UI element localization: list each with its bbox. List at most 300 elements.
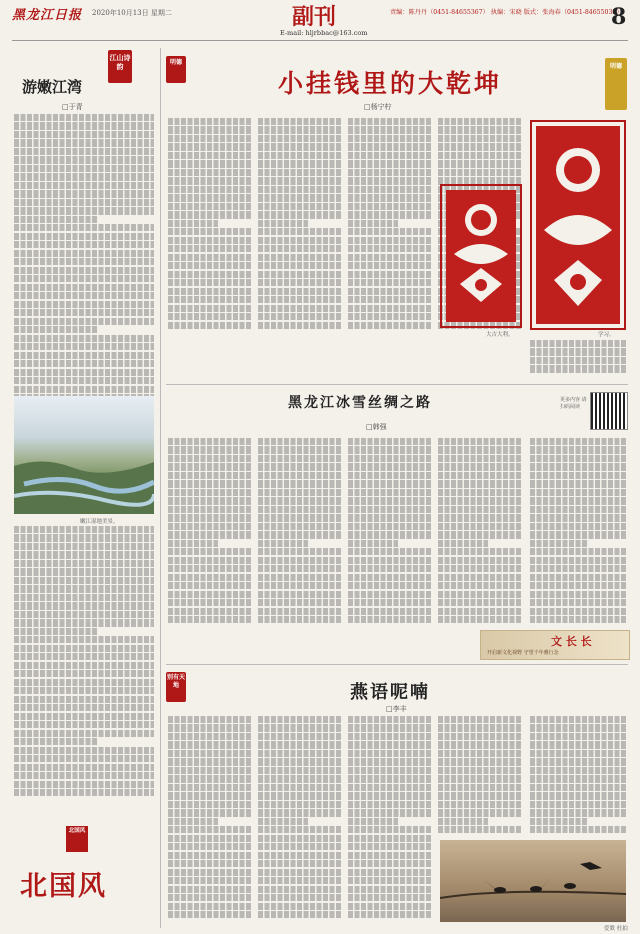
text-line [258, 288, 342, 295]
text-line [168, 784, 252, 791]
section-title: 副刊 [292, 4, 337, 30]
text-line [258, 565, 342, 572]
text-line [258, 818, 308, 825]
photo-caption: 爱歌 杜拍 [604, 926, 628, 932]
article-author: □韩强 [366, 423, 387, 431]
text-line [348, 531, 432, 538]
seal-text: 明德 [609, 63, 622, 70]
text-line [258, 186, 342, 193]
text-line [530, 741, 626, 748]
text-line [168, 497, 252, 504]
text-line [14, 182, 154, 189]
text-line [14, 267, 154, 274]
text-line [530, 818, 588, 825]
text-line [14, 148, 154, 155]
text-line [438, 489, 522, 496]
text-line [14, 602, 154, 609]
text-line [14, 713, 154, 720]
paper-name: 黑龙江日报 [12, 8, 83, 23]
text-line [530, 608, 626, 615]
text-line [530, 582, 626, 589]
text-line [258, 591, 342, 598]
text-line [168, 591, 252, 598]
text-line [168, 741, 252, 748]
text-line [168, 860, 252, 867]
text-line [438, 548, 522, 555]
text-line [438, 455, 522, 462]
text-line [258, 775, 342, 782]
text-line [348, 911, 432, 918]
text-line [168, 152, 252, 159]
text-line [530, 506, 626, 513]
text-line [438, 574, 522, 581]
text-line [348, 245, 432, 252]
text-line [14, 377, 154, 384]
text-line [348, 455, 432, 462]
text-line [14, 386, 154, 393]
text-line [530, 809, 626, 816]
text-line [258, 514, 342, 521]
text-line [438, 463, 522, 470]
text-line [168, 574, 252, 581]
text-line [438, 472, 522, 479]
text-line [168, 322, 252, 329]
text-line [348, 809, 432, 816]
text-line [258, 305, 342, 312]
text-line [258, 262, 342, 269]
text-line [348, 852, 432, 859]
swallow-photo [440, 840, 626, 922]
text-line [438, 616, 522, 623]
text-line [168, 211, 252, 218]
article-body-text [168, 438, 252, 626]
text-line [258, 194, 342, 201]
text-line [438, 775, 522, 782]
image-caption: 学习。 [598, 332, 615, 338]
text-line [348, 548, 432, 555]
text-line [14, 526, 154, 533]
text-line [348, 835, 432, 842]
text-line [258, 801, 342, 808]
text-line [14, 747, 154, 754]
text-line [258, 877, 342, 884]
text-line [348, 599, 432, 606]
text-line [348, 177, 432, 184]
text-line [168, 894, 252, 901]
text-line [14, 131, 154, 138]
text-line [14, 772, 154, 779]
text-line [258, 835, 342, 842]
text-line [530, 716, 626, 723]
text-line [530, 801, 626, 808]
text-line [14, 199, 154, 206]
text-line [348, 574, 432, 581]
text-line [438, 716, 522, 723]
text-line [258, 724, 342, 731]
text-line [438, 733, 522, 740]
text-line [168, 177, 252, 184]
text-line [168, 438, 252, 445]
text-line [168, 523, 252, 530]
text-line [530, 497, 626, 504]
text-line [348, 733, 432, 740]
text-line [168, 506, 252, 513]
text-line [168, 903, 252, 910]
text-line [14, 585, 154, 592]
text-line [530, 750, 626, 757]
text-line [168, 599, 252, 606]
text-line [168, 203, 252, 210]
text-line [14, 335, 154, 342]
text-line [258, 540, 308, 547]
text-line [348, 305, 432, 312]
qr-label: 更多内容 请扫码阅读 [560, 397, 587, 410]
text-line [438, 591, 522, 598]
text-line [14, 343, 154, 350]
text-line [438, 741, 522, 748]
text-line [258, 531, 342, 538]
text-line [168, 540, 218, 547]
text-line [438, 784, 522, 791]
text-line [168, 565, 252, 572]
article-body-text [348, 716, 432, 928]
text-line [348, 869, 432, 876]
text-line [348, 750, 432, 757]
text-line [14, 704, 154, 711]
text-line [348, 616, 432, 623]
text-line [348, 186, 432, 193]
article-seal-right [605, 58, 627, 110]
text-line [168, 305, 252, 312]
text-line [168, 186, 252, 193]
text-line [168, 582, 252, 589]
text-line [258, 843, 342, 850]
text-line [168, 733, 252, 740]
text-line [258, 792, 342, 799]
article-author: □杨宁柠 [364, 103, 392, 111]
page-number: 8 [611, 4, 627, 30]
seal-text: 明德 [169, 59, 182, 66]
text-line [168, 801, 252, 808]
text-line [530, 340, 626, 347]
text-line [348, 801, 432, 808]
text-line [438, 599, 522, 606]
text-line [348, 716, 432, 723]
text-line [168, 228, 252, 235]
text-line [14, 173, 154, 180]
text-line [438, 557, 522, 564]
text-line [258, 826, 342, 833]
logo-text: 北国风 [20, 871, 107, 902]
text-line [348, 228, 432, 235]
article-body-text [168, 716, 252, 928]
text-line [168, 455, 252, 462]
text-line [348, 540, 398, 547]
article-title: 小挂钱里的大乾坤 [278, 69, 503, 98]
text-line [530, 365, 626, 372]
text-line [168, 548, 252, 555]
text-line [438, 818, 488, 825]
text-line [14, 258, 154, 265]
text-line [348, 463, 432, 470]
text-line [348, 271, 432, 278]
text-line [438, 135, 522, 142]
article-body-text [530, 340, 626, 382]
swallows-illustration [440, 840, 626, 922]
text-line [348, 279, 432, 286]
text-line [168, 296, 252, 303]
text-line [258, 271, 342, 278]
masthead [0, 0, 640, 36]
text-line [168, 135, 252, 142]
text-line [530, 724, 626, 731]
text-line [258, 733, 342, 740]
text-line [438, 506, 522, 513]
text-line [168, 279, 252, 286]
text-line [348, 582, 432, 589]
text-line [258, 616, 342, 623]
text-line [348, 446, 432, 453]
text-line [530, 758, 626, 765]
text-line [258, 574, 342, 581]
text-line [258, 296, 342, 303]
text-line [348, 591, 432, 598]
text-line [530, 531, 626, 538]
text-line [168, 262, 252, 269]
text-line [530, 616, 626, 623]
text-line [438, 565, 522, 572]
text-line [530, 826, 626, 833]
text-line [258, 608, 342, 615]
text-line [14, 628, 98, 635]
article-body-text [258, 716, 342, 928]
text-line [168, 288, 252, 295]
text-line [438, 152, 522, 159]
text-line [258, 472, 342, 479]
text-line [168, 472, 252, 479]
text-line [348, 288, 432, 295]
section-divider [166, 384, 628, 385]
text-line [530, 565, 626, 572]
text-line [168, 480, 252, 487]
text-line [258, 237, 342, 244]
text-line [14, 122, 154, 129]
text-line [348, 169, 432, 176]
banner-title: 文 长 长 [551, 635, 592, 648]
red-papercut-illustration [440, 184, 522, 328]
text-line [530, 775, 626, 782]
text-line [258, 177, 342, 184]
column-seal [108, 50, 132, 83]
text-line [258, 480, 342, 487]
text-line [168, 220, 218, 227]
text-line [168, 750, 252, 757]
text-line [530, 540, 588, 547]
text-line [348, 143, 432, 150]
article-seal-left [166, 56, 186, 83]
text-line [258, 548, 342, 555]
text-line [258, 279, 342, 286]
article-body-text [14, 526, 154, 806]
text-line [438, 143, 522, 150]
text-line [530, 557, 626, 564]
text-line [168, 877, 252, 884]
text-line [168, 271, 252, 278]
text-line [14, 292, 154, 299]
text-line [348, 557, 432, 564]
text-line [14, 190, 154, 197]
text-line [258, 767, 342, 774]
text-line [14, 156, 154, 163]
text-line [14, 224, 154, 231]
text-line [348, 118, 432, 125]
text-line [258, 784, 342, 791]
text-line [258, 245, 342, 252]
text-line [348, 608, 432, 615]
text-line [258, 143, 342, 150]
text-line [168, 126, 252, 133]
text-line [348, 724, 432, 731]
column-seal [166, 672, 186, 702]
publish-date: 2020年10月13日 星期二 [92, 9, 172, 17]
text-line [14, 645, 154, 652]
text-line [438, 792, 522, 799]
text-line [530, 792, 626, 799]
text-line [258, 506, 342, 513]
wetland-illustration [14, 396, 154, 514]
text-line [438, 767, 522, 774]
text-line [168, 767, 252, 774]
text-line [168, 463, 252, 470]
text-line [168, 852, 252, 859]
seal-text: 别有天地 [166, 674, 185, 689]
text-line [168, 489, 252, 496]
text-line [258, 313, 342, 320]
text-line [14, 611, 154, 618]
text-line [258, 741, 342, 748]
text-line [438, 724, 522, 731]
masthead-rule [12, 40, 628, 41]
papercut-image-2 [530, 120, 626, 330]
text-line [348, 767, 432, 774]
seal-text: 江山诗韵 [109, 53, 131, 71]
text-line [258, 758, 342, 765]
text-line [348, 480, 432, 487]
text-line [14, 721, 154, 728]
text-line [258, 211, 342, 218]
section-divider [166, 664, 628, 665]
article-body-text [258, 438, 342, 626]
text-line [168, 835, 252, 842]
text-line [14, 738, 98, 745]
text-line [438, 758, 522, 765]
text-line [14, 730, 154, 737]
text-line [348, 194, 432, 201]
text-line [348, 514, 432, 521]
text-line [168, 886, 252, 893]
text-line [14, 284, 154, 291]
text-line [258, 220, 308, 227]
text-line [168, 254, 252, 261]
text-line [14, 534, 154, 541]
text-line [168, 724, 252, 731]
article-body-text [258, 118, 342, 334]
text-line [348, 126, 432, 133]
text-line [168, 911, 252, 918]
text-line [530, 446, 626, 453]
text-line [438, 480, 522, 487]
text-line [14, 301, 154, 308]
text-line [530, 523, 626, 530]
text-line [258, 894, 342, 901]
text-line [168, 818, 218, 825]
text-line [14, 318, 154, 325]
text-line [14, 352, 154, 359]
culture-banner [480, 630, 630, 660]
text-line [438, 801, 522, 808]
text-line [530, 574, 626, 581]
text-line [348, 313, 432, 320]
text-line [438, 514, 522, 521]
text-line [258, 557, 342, 564]
text-line [14, 568, 154, 575]
text-line [438, 809, 522, 816]
text-line [14, 653, 154, 660]
text-line [14, 687, 154, 694]
text-line [258, 169, 342, 176]
text-line [14, 360, 154, 367]
text-line [348, 784, 432, 791]
article-body-text [530, 716, 626, 836]
text-line [14, 543, 154, 550]
text-line [14, 165, 154, 172]
article-author: □李丰 [386, 705, 407, 713]
text-line [348, 497, 432, 504]
text-line [258, 228, 342, 235]
text-line [168, 869, 252, 876]
text-line [348, 792, 432, 799]
text-line [530, 591, 626, 598]
text-line [530, 784, 626, 791]
article-title: 燕语呢喃 [350, 682, 430, 703]
text-line [348, 254, 432, 261]
text-line [530, 548, 626, 555]
text-line [530, 599, 626, 606]
text-line [438, 750, 522, 757]
article-body-text [438, 716, 522, 836]
papercut-image-1 [440, 184, 522, 328]
text-line [348, 152, 432, 159]
text-line [348, 506, 432, 513]
text-line [14, 696, 154, 703]
article-title: 游嫩江湾 [22, 78, 83, 96]
text-line [168, 809, 252, 816]
text-line [438, 497, 522, 504]
text-line [438, 826, 522, 833]
text-line [348, 741, 432, 748]
text-line [258, 750, 342, 757]
text-line [258, 203, 342, 210]
qr-code[interactable] [590, 392, 628, 430]
text-line [438, 582, 522, 589]
text-line [348, 489, 432, 496]
text-line [14, 369, 154, 376]
article-body-text [530, 438, 626, 626]
text-line [348, 818, 398, 825]
text-line [168, 758, 252, 765]
text-line [168, 616, 252, 623]
text-line [348, 843, 432, 850]
